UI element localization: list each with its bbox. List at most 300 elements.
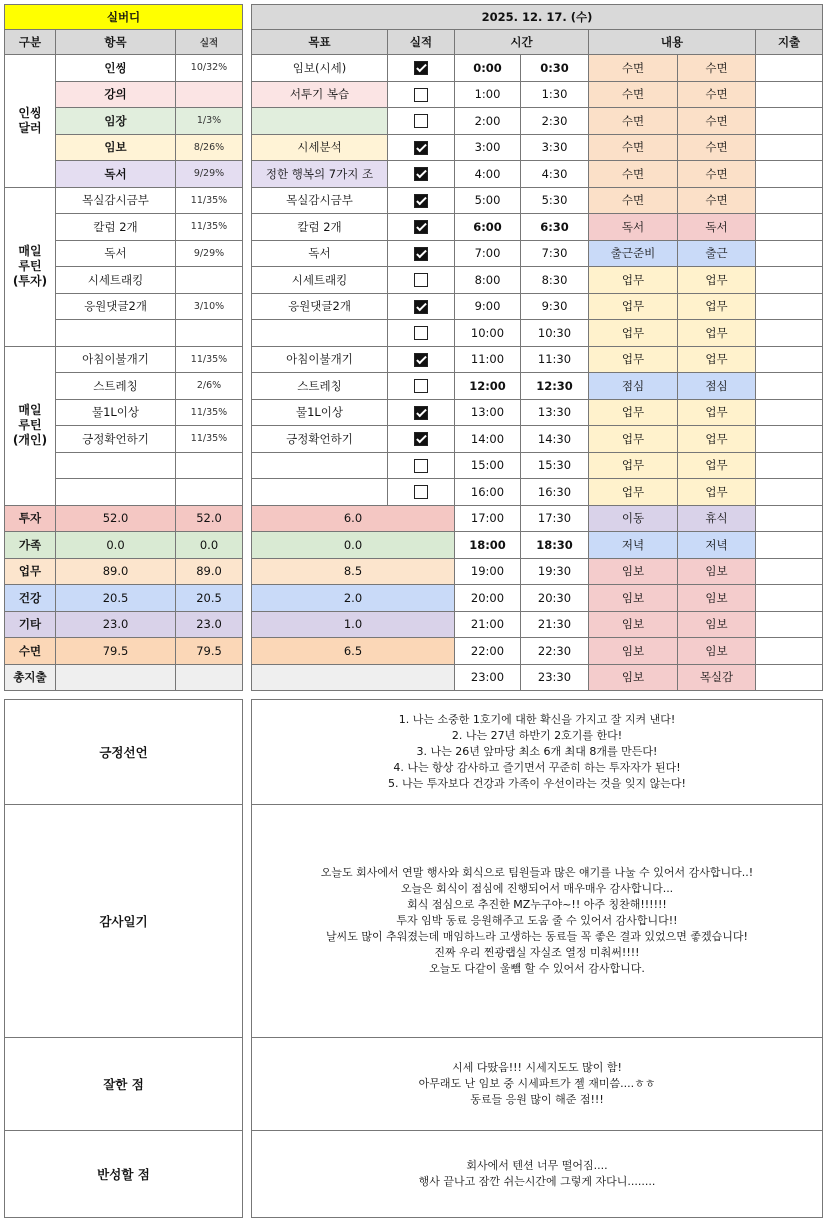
routine-result[interactable]: 11/35% <box>176 187 243 214</box>
category-row <box>5 505 243 532</box>
category-name[interactable]: 건강 <box>5 585 56 612</box>
section-gap <box>243 1038 252 1131</box>
reflection-sections <box>4 699 822 1218</box>
routine-item[interactable]: 아침이불개기 <box>56 346 176 373</box>
routine-result[interactable]: 11/35% <box>176 426 243 453</box>
routine-body <box>5 55 243 506</box>
section-line: 4. 나는 항상 감사하고 즐기면서 꾸준히 하는 투자자가 된다! <box>393 761 681 774</box>
time-end[interactable]: 10:30 <box>521 320 589 347</box>
time-start[interactable]: 3:00 <box>455 134 521 161</box>
actual-content[interactable]: 수면 <box>678 55 756 82</box>
expense-cell[interactable] <box>756 108 823 135</box>
category-name[interactable]: 기타 <box>5 611 56 638</box>
expense-cell[interactable] <box>756 479 823 506</box>
goal-check-cell[interactable] <box>388 426 455 453</box>
section-line: 아무래도 난 임보 중 시세파트가 젤 재미씀....ㅎㅎ <box>418 1077 656 1090</box>
checked-checkbox[interactable] <box>414 141 428 155</box>
routine-result[interactable] <box>176 479 243 506</box>
plan-content[interactable]: 업무 <box>589 320 678 347</box>
plan-content[interactable]: 업무 <box>589 346 678 373</box>
category-row <box>5 664 243 691</box>
actual-content[interactable]: 독서 <box>678 214 756 241</box>
goal-cell[interactable]: 독서 <box>252 240 388 267</box>
goal-check-cell[interactable] <box>388 55 455 82</box>
time-start[interactable]: 16:00 <box>455 479 521 506</box>
time-start[interactable]: 5:00 <box>455 187 521 214</box>
goal-cell[interactable]: 응원댓글2개 <box>252 293 388 320</box>
section-label[interactable]: 긍정선언 <box>5 700 243 805</box>
expense-cell[interactable] <box>756 187 823 214</box>
time-row <box>252 611 823 638</box>
goal-cell[interactable]: 아침이불개기 <box>252 346 388 373</box>
category-goal[interactable] <box>252 664 455 691</box>
header-goal[interactable]: 목표 <box>252 30 388 55</box>
expense-cell[interactable] <box>756 426 823 453</box>
time-end[interactable]: 9:30 <box>521 293 589 320</box>
checked-checkbox[interactable] <box>414 432 428 446</box>
expense-cell[interactable] <box>756 505 823 532</box>
goal-cell[interactable]: 칼럼 2개 <box>252 214 388 241</box>
time-start[interactable]: 21:00 <box>455 611 521 638</box>
time-end[interactable]: 5:30 <box>521 187 589 214</box>
actual-content[interactable]: 점심 <box>678 373 756 400</box>
goal-check-cell[interactable] <box>388 214 455 241</box>
right-panel <box>251 4 822 691</box>
time-end[interactable]: 1:30 <box>521 81 589 108</box>
category-name[interactable]: 수면 <box>5 638 56 665</box>
time-end[interactable]: 16:30 <box>521 479 589 506</box>
plan-content[interactable]: 업무 <box>589 399 678 426</box>
checked-checkbox[interactable] <box>414 220 428 234</box>
plan-content[interactable]: 업무 <box>589 479 678 506</box>
goal-cell[interactable]: 정한 행복의 7가지 조 <box>252 161 388 188</box>
routine-result[interactable]: 8/26% <box>176 134 243 161</box>
time-end[interactable]: 8:30 <box>521 267 589 294</box>
unchecked-checkbox[interactable] <box>414 88 428 102</box>
section-line: 오늘도 다같이 울뺌 할 수 있어서 감사합니다. <box>429 962 645 975</box>
unchecked-checkbox[interactable] <box>414 326 428 340</box>
time-start[interactable]: 15:00 <box>455 452 521 479</box>
checked-checkbox[interactable] <box>414 353 428 367</box>
routine-item[interactable]: 인씽 <box>56 55 176 82</box>
goal-check-cell[interactable] <box>388 293 455 320</box>
time-end[interactable]: 13:30 <box>521 399 589 426</box>
category-total[interactable]: 79.5 <box>56 638 176 665</box>
expense-cell[interactable] <box>756 320 823 347</box>
goal-cell[interactable]: 임보(시세) <box>252 55 388 82</box>
expense-cell[interactable] <box>756 585 823 612</box>
goal-check-cell[interactable] <box>388 373 455 400</box>
time-row <box>252 532 823 559</box>
plan-content[interactable]: 임보 <box>589 558 678 585</box>
time-start[interactable]: 8:00 <box>455 267 521 294</box>
category-row <box>5 585 243 612</box>
expense-cell[interactable] <box>756 399 823 426</box>
goal-check-cell[interactable] <box>388 240 455 267</box>
category-name[interactable]: 가족 <box>5 532 56 559</box>
category-body <box>5 505 243 691</box>
section-label[interactable]: 감사일기 <box>5 805 243 1038</box>
section-table <box>4 804 823 1038</box>
routine-item[interactable]: 긍정확언하기 <box>56 426 176 453</box>
category-goal[interactable]: 6.5 <box>252 638 455 665</box>
actual-content[interactable]: 출근 <box>678 240 756 267</box>
category-actual[interactable]: 23.0 <box>176 611 243 638</box>
goal-check-cell[interactable] <box>388 134 455 161</box>
routine-item[interactable] <box>56 320 176 347</box>
actual-content[interactable]: 업무 <box>678 267 756 294</box>
actual-content[interactable]: 임보 <box>678 558 756 585</box>
time-end[interactable]: 11:30 <box>521 346 589 373</box>
category-actual[interactable] <box>176 664 243 691</box>
goal-cell[interactable]: 시세분석 <box>252 134 388 161</box>
time-row <box>252 240 823 267</box>
actual-content[interactable]: 수면 <box>678 81 756 108</box>
plan-content[interactable]: 수면 <box>589 108 678 135</box>
routine-result[interactable]: 10/32% <box>176 55 243 82</box>
routine-result[interactable] <box>176 452 243 479</box>
routine-result[interactable]: 1/3% <box>176 108 243 135</box>
goal-cell[interactable] <box>252 479 388 506</box>
unchecked-checkbox[interactable] <box>414 379 428 393</box>
actual-content[interactable]: 업무 <box>678 293 756 320</box>
time-row <box>252 55 823 82</box>
header-category[interactable]: 구분 <box>5 30 56 55</box>
category-name[interactable]: 투자 <box>5 505 56 532</box>
section-gap <box>243 700 252 805</box>
plan-content[interactable]: 임보 <box>589 664 678 691</box>
plan-content[interactable]: 독서 <box>589 214 678 241</box>
time-start[interactable]: 19:00 <box>455 558 521 585</box>
category-actual[interactable]: 52.0 <box>176 505 243 532</box>
group-label[interactable]: 매일 루틴 (개인) <box>5 346 56 505</box>
time-start[interactable]: 23:00 <box>455 664 521 691</box>
plan-content[interactable]: 업무 <box>589 293 678 320</box>
routine-item[interactable]: 시세트래킹 <box>56 267 176 294</box>
actual-content[interactable]: 저녁 <box>678 532 756 559</box>
goal-cell[interactable]: 시세트래킹 <box>252 267 388 294</box>
checked-checkbox[interactable] <box>414 61 428 75</box>
plan-content[interactable]: 수면 <box>589 161 678 188</box>
checked-checkbox[interactable] <box>414 406 428 420</box>
section-gap <box>243 805 252 1038</box>
goal-check-cell[interactable] <box>388 346 455 373</box>
plan-content[interactable]: 임보 <box>589 585 678 612</box>
plan-content[interactable]: 수면 <box>589 55 678 82</box>
expense-cell[interactable] <box>756 293 823 320</box>
routine-result[interactable]: 3/10% <box>176 293 243 320</box>
time-end[interactable]: 22:30 <box>521 638 589 665</box>
goal-cell[interactable] <box>252 320 388 347</box>
goal-check-cell[interactable] <box>388 320 455 347</box>
category-actual[interactable]: 79.5 <box>176 638 243 665</box>
actual-content[interactable]: 수면 <box>678 108 756 135</box>
plan-content[interactable]: 수면 <box>589 187 678 214</box>
header-time[interactable]: 시간 <box>455 30 589 55</box>
plan-content[interactable]: 업무 <box>589 426 678 453</box>
routine-item[interactable]: 임장 <box>56 108 176 135</box>
time-end[interactable]: 4:30 <box>521 161 589 188</box>
goal-cell[interactable]: 스트레칭 <box>252 373 388 400</box>
expense-cell[interactable] <box>756 267 823 294</box>
expense-cell[interactable] <box>756 134 823 161</box>
category-total[interactable]: 0.0 <box>56 532 176 559</box>
actual-content[interactable]: 휴식 <box>678 505 756 532</box>
category-goal[interactable]: 0.0 <box>252 532 455 559</box>
routine-item[interactable]: 응원댓글2개 <box>56 293 176 320</box>
time-start[interactable]: 18:00 <box>455 532 521 559</box>
routine-result[interactable]: 2/6% <box>176 373 243 400</box>
section-line: 시세 다땄음!!! 시세지도도 많이 함! <box>452 1061 622 1074</box>
time-row <box>252 399 823 426</box>
goal-check-cell[interactable] <box>388 267 455 294</box>
time-end[interactable]: 21:30 <box>521 611 589 638</box>
routine-result[interactable]: 11/35% <box>176 214 243 241</box>
actual-content[interactable]: 임보 <box>678 585 756 612</box>
time-end[interactable]: 3:30 <box>521 134 589 161</box>
category-goal[interactable]: 8.5 <box>252 558 455 585</box>
expense-cell[interactable] <box>756 373 823 400</box>
time-end[interactable]: 7:30 <box>521 240 589 267</box>
goal-cell[interactable] <box>252 108 388 135</box>
actual-content[interactable]: 수면 <box>678 161 756 188</box>
section-line: 오늘은 회식이 점심에 진행되어서 매우매우 감사합니다... <box>400 882 674 895</box>
time-start[interactable]: 22:00 <box>455 638 521 665</box>
time-row <box>252 373 823 400</box>
group-label[interactable]: 매일 루틴 (투자) <box>5 187 56 346</box>
expense-cell[interactable] <box>756 81 823 108</box>
time-end[interactable]: 18:30 <box>521 532 589 559</box>
category-row <box>5 638 243 665</box>
actual-content[interactable]: 업무 <box>678 320 756 347</box>
section-label[interactable]: 반성할 점 <box>5 1131 243 1218</box>
time-start[interactable]: 14:00 <box>455 426 521 453</box>
sheet-title[interactable]: 실버디 <box>5 5 243 30</box>
time-start[interactable]: 17:00 <box>455 505 521 532</box>
section-line: 오늘도 회사에서 연말 행사와 회식으로 팀원들과 많은 얘기를 나눌 수 있어서 감사합니다..! <box>320 866 754 879</box>
time-start[interactable]: 12:00 <box>455 373 521 400</box>
expense-cell[interactable] <box>756 638 823 665</box>
category-actual[interactable]: 20.5 <box>176 585 243 612</box>
time-row <box>252 505 823 532</box>
actual-content[interactable]: 임보 <box>678 611 756 638</box>
goal-check-cell[interactable] <box>388 399 455 426</box>
routine-result[interactable] <box>176 267 243 294</box>
section-label[interactable]: 잘한 점 <box>5 1038 243 1131</box>
time-start[interactable]: 6:00 <box>455 214 521 241</box>
goal-check-cell[interactable] <box>388 187 455 214</box>
time-end[interactable]: 19:30 <box>521 558 589 585</box>
section-row <box>5 1038 823 1131</box>
goal-check-cell[interactable] <box>388 452 455 479</box>
routine-item[interactable]: 목실감시금부 <box>56 187 176 214</box>
expense-cell[interactable] <box>756 161 823 188</box>
section-body[interactable] <box>252 700 823 805</box>
actual-content[interactable]: 목실감 <box>678 664 756 691</box>
plan-content[interactable]: 임보 <box>589 611 678 638</box>
time-row <box>252 479 823 506</box>
checked-checkbox[interactable] <box>414 300 428 314</box>
routine-item[interactable]: 독서 <box>56 240 176 267</box>
time-end[interactable]: 12:30 <box>521 373 589 400</box>
goal-cell[interactable]: 물1L이상 <box>252 399 388 426</box>
section-body[interactable] <box>252 805 823 1038</box>
time-row <box>252 558 823 585</box>
time-end[interactable]: 2:30 <box>521 108 589 135</box>
plan-content[interactable]: 업무 <box>589 452 678 479</box>
time-start[interactable]: 7:00 <box>455 240 521 267</box>
time-start[interactable]: 1:00 <box>455 81 521 108</box>
section-line: 동료들 응원 많이 해준 점!!! <box>470 1093 604 1106</box>
plan-content[interactable]: 저녁 <box>589 532 678 559</box>
time-end[interactable]: 6:30 <box>521 214 589 241</box>
time-row <box>252 638 823 665</box>
actual-content[interactable]: 업무 <box>678 479 756 506</box>
routine-item[interactable] <box>56 452 176 479</box>
plan-content[interactable]: 이동 <box>589 505 678 532</box>
section-line: 회사에서 텐션 너무 떨어짐.... <box>466 1159 608 1172</box>
header-result[interactable]: 실적 <box>176 30 243 55</box>
plan-content[interactable]: 임보 <box>589 638 678 665</box>
group-label[interactable]: 인씽 달러 <box>5 55 56 188</box>
left-panel <box>4 4 242 691</box>
category-total[interactable] <box>56 664 176 691</box>
time-start[interactable]: 11:00 <box>455 346 521 373</box>
routine-result[interactable]: 11/35% <box>176 399 243 426</box>
category-total[interactable]: 52.0 <box>56 505 176 532</box>
expense-cell[interactable] <box>756 664 823 691</box>
goal-check-cell[interactable] <box>388 479 455 506</box>
expense-cell[interactable] <box>756 532 823 559</box>
time-start[interactable]: 13:00 <box>455 399 521 426</box>
unchecked-checkbox[interactable] <box>414 114 428 128</box>
routine-item[interactable]: 스트레칭 <box>56 373 176 400</box>
category-row <box>5 611 243 638</box>
time-end[interactable]: 20:30 <box>521 585 589 612</box>
expense-cell[interactable] <box>756 240 823 267</box>
routine-item[interactable]: 물1L이상 <box>56 399 176 426</box>
category-total[interactable]: 89.0 <box>56 558 176 585</box>
actual-content[interactable]: 업무 <box>678 426 756 453</box>
routine-result[interactable] <box>176 81 243 108</box>
routine-result[interactable] <box>176 320 243 347</box>
category-actual[interactable]: 89.0 <box>176 558 243 585</box>
section-row <box>5 700 823 805</box>
goal-cell[interactable]: 목실감시금부 <box>252 187 388 214</box>
time-row <box>252 664 823 691</box>
plan-content[interactable]: 점심 <box>589 373 678 400</box>
category-goal[interactable]: 1.0 <box>252 611 455 638</box>
plan-content[interactable]: 수면 <box>589 134 678 161</box>
routine-item[interactable]: 임보 <box>56 134 176 161</box>
section-table <box>4 1037 823 1131</box>
section-body[interactable] <box>252 1131 823 1218</box>
time-start[interactable]: 2:00 <box>455 108 521 135</box>
goal-cell[interactable]: 서투기 복습 <box>252 81 388 108</box>
unchecked-checkbox[interactable] <box>414 459 428 473</box>
time-end[interactable]: 15:30 <box>521 452 589 479</box>
header-expense[interactable]: 지출 <box>756 30 823 55</box>
header-content[interactable]: 내용 <box>589 30 756 55</box>
goal-check-cell[interactable] <box>388 81 455 108</box>
category-actual[interactable]: 0.0 <box>176 532 243 559</box>
actual-content[interactable]: 업무 <box>678 346 756 373</box>
time-start[interactable]: 20:00 <box>455 585 521 612</box>
time-start[interactable]: 9:00 <box>455 293 521 320</box>
category-total[interactable]: 23.0 <box>56 611 176 638</box>
routine-result[interactable]: 9/29% <box>176 161 243 188</box>
expense-cell[interactable] <box>756 214 823 241</box>
unchecked-checkbox[interactable] <box>414 485 428 499</box>
expense-cell[interactable] <box>756 55 823 82</box>
goal-cell[interactable]: 긍정확언하기 <box>252 426 388 453</box>
time-end[interactable]: 23:30 <box>521 664 589 691</box>
checked-checkbox[interactable] <box>414 167 428 181</box>
category-goal[interactable]: 2.0 <box>252 585 455 612</box>
checked-checkbox[interactable] <box>414 194 428 208</box>
header-result-right[interactable]: 실적 <box>388 30 455 55</box>
date-title[interactable]: 2025. 12. 17. (수) <box>252 5 823 30</box>
routine-item[interactable]: 칼럼 2개 <box>56 214 176 241</box>
time-start[interactable]: 4:00 <box>455 161 521 188</box>
category-total[interactable]: 20.5 <box>56 585 176 612</box>
time-row <box>252 161 823 188</box>
routine-result[interactable]: 9/29% <box>176 240 243 267</box>
time-end[interactable]: 14:30 <box>521 426 589 453</box>
actual-content[interactable]: 수면 <box>678 187 756 214</box>
plan-content[interactable]: 업무 <box>589 267 678 294</box>
expense-cell[interactable] <box>756 558 823 585</box>
time-row <box>252 108 823 135</box>
time-end[interactable]: 17:30 <box>521 505 589 532</box>
expense-cell[interactable] <box>756 346 823 373</box>
plan-content[interactable]: 출근준비 <box>589 240 678 267</box>
time-start[interactable]: 0:00 <box>455 55 521 82</box>
actual-content[interactable]: 업무 <box>678 399 756 426</box>
routine-result[interactable]: 11/35% <box>176 346 243 373</box>
category-goal[interactable]: 6.0 <box>252 505 455 532</box>
goal-check-cell[interactable] <box>388 161 455 188</box>
section-row <box>5 1131 823 1218</box>
time-row <box>252 346 823 373</box>
time-end[interactable]: 0:30 <box>521 55 589 82</box>
category-name[interactable]: 업무 <box>5 558 56 585</box>
time-row <box>252 426 823 453</box>
routine-item[interactable] <box>56 479 176 506</box>
section-body[interactable] <box>252 1038 823 1131</box>
actual-content[interactable]: 임보 <box>678 638 756 665</box>
plan-content[interactable]: 수면 <box>589 81 678 108</box>
category-name[interactable]: 총지출 <box>5 664 56 691</box>
actual-content[interactable]: 업무 <box>678 452 756 479</box>
time-start[interactable]: 10:00 <box>455 320 521 347</box>
routine-item[interactable]: 강의 <box>56 81 176 108</box>
section-gap <box>243 1131 252 1218</box>
routine-row <box>5 346 243 373</box>
header-item[interactable]: 항목 <box>56 30 176 55</box>
checked-checkbox[interactable] <box>414 247 428 261</box>
unchecked-checkbox[interactable] <box>414 273 428 287</box>
section-line: 진짜 우리 찐광랩실 자실조 열정 미춰써!!!! <box>434 946 640 959</box>
expense-cell[interactable] <box>756 611 823 638</box>
goal-cell[interactable] <box>252 452 388 479</box>
actual-content[interactable]: 수면 <box>678 134 756 161</box>
routine-item[interactable]: 독서 <box>56 161 176 188</box>
time-row <box>252 81 823 108</box>
goal-check-cell[interactable] <box>388 108 455 135</box>
category-row <box>5 558 243 585</box>
expense-cell[interactable] <box>756 452 823 479</box>
